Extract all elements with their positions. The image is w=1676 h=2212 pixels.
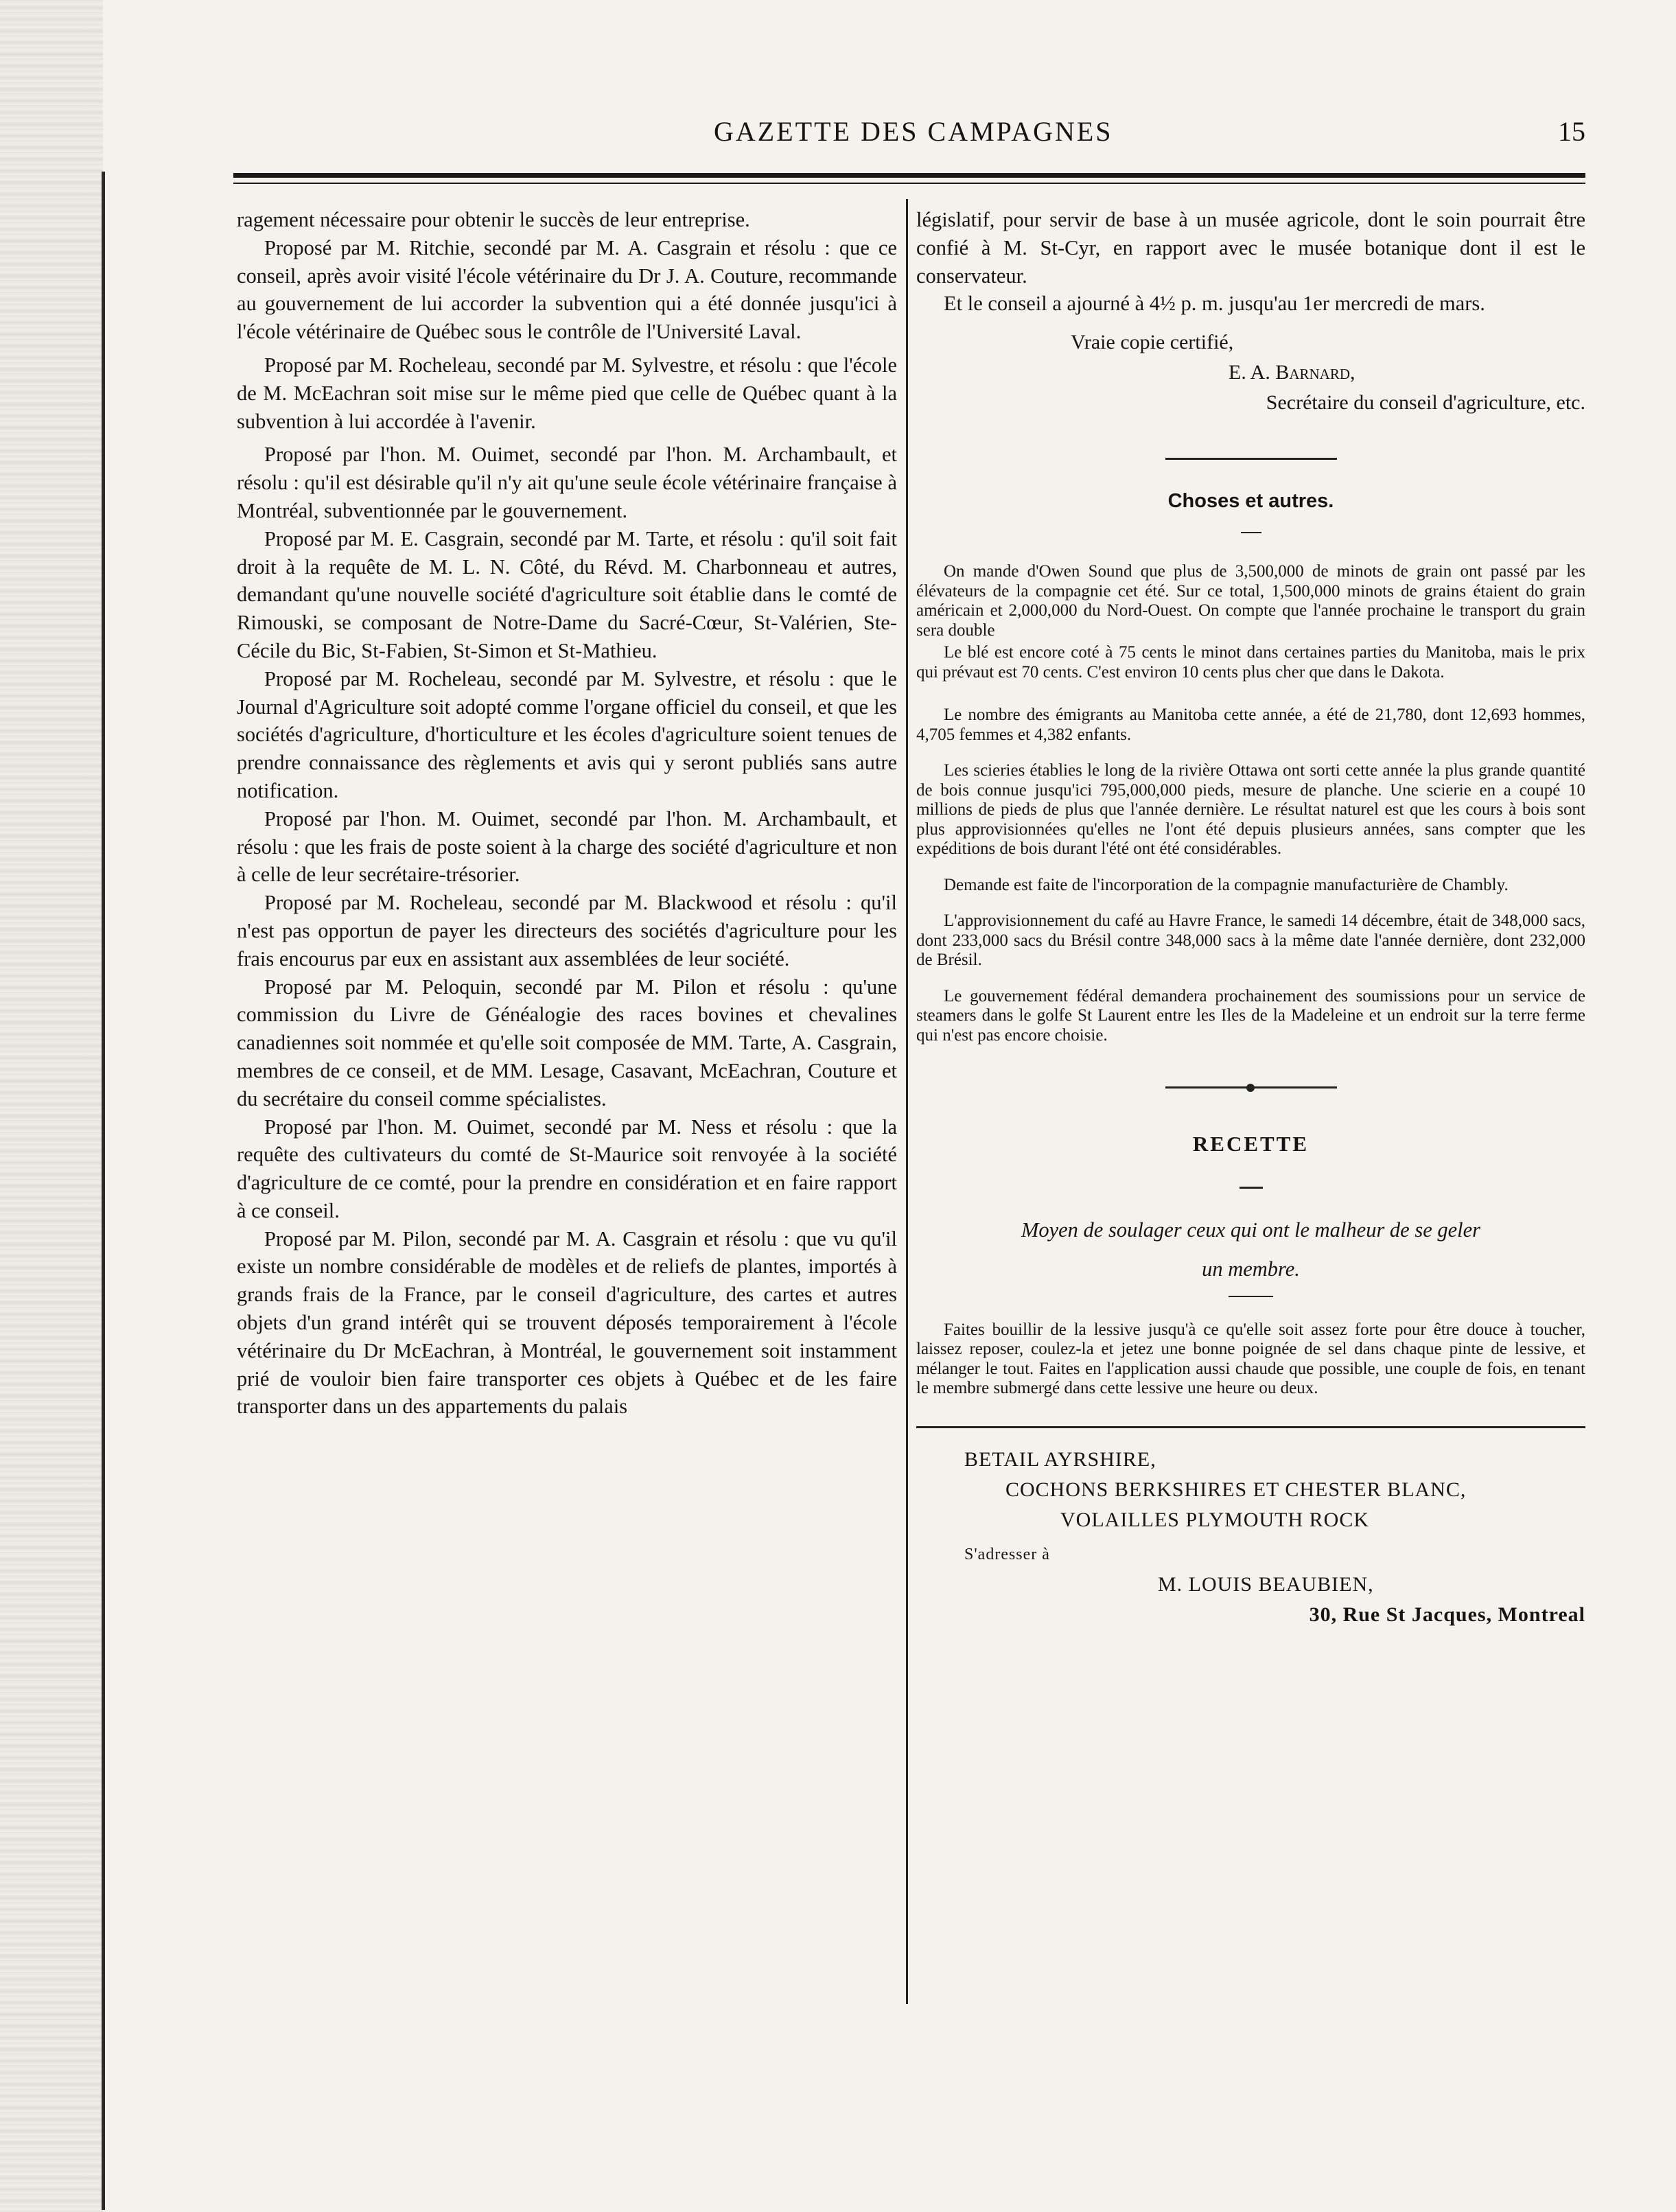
ornamental-rule — [1165, 1085, 1337, 1089]
news-item: Le nombre des émigrants au Manitoba cette année, a été de 21,780, dont 12,693 hommes, 4,705 femmes et 4,382 enfants. — [916, 706, 1585, 744]
ad-name: M. LOUIS BEAUBIEN, — [1158, 1572, 1374, 1596]
header-rule-thick — [233, 173, 1585, 178]
news-item: On mande d'Owen Sound que plus de 3,500,000 de minots de grain ont passé par les élévateurs de la compagnie cet été. Sur ce total, 1,500,000 minots de grains étaient do grain américain et 2,000,000 du Nord-Ouest. On compte que l'année prochaine le transport du grain sera double — [916, 562, 1585, 640]
paragraph: Proposé par M. Rocheleau, secondé par M. Sylvestre, et résolu : que l'école de M. McEachran soit mise sur le même pied que celle de Québec quant à la subvention à lui accordée à l'avenir. — [237, 353, 897, 433]
news-list — [916, 562, 1585, 1045]
paragraph: Proposé par M. E. Casgrain, secondé par M. Tarte, et résolu : qu'il soit fait droit à la requête de M. L. N. Côté, du Révd. M. Charbonneau et autres, demandant qu'une nouvelle société d'agriculture soit établie dans le comté de Rimouski, se composant de Notre-Dame du Sacré-Cœur, St-Valérien, Ste-Cécile du Bic, St-Fabien, St-Simon et St-Mathieu. — [237, 526, 897, 662]
paragraph: Proposé par l'hon. M. Ouimet, secondé par l'hon. M. Archambault, et résolu : que les frais de poste soient à la charge des société d'agriculture et non à celle de leur secrétaire-trésorier. — [237, 806, 897, 887]
recipe-heading: RECETTE — [1192, 1132, 1310, 1156]
ad-line: COCHONS BERKSHIRES ET CHESTER BLANC, — [1005, 1478, 1467, 1501]
advertisement — [916, 1445, 1585, 1630]
adjournment-text: Et le conseil a ajourné à 4½ p. m. jusqu'au 1er mercredi de mars. — [944, 292, 1485, 316]
right-column — [916, 206, 1585, 1630]
signatory-name: E. A. Barnard, — [1229, 361, 1355, 384]
left-column — [237, 206, 897, 1421]
ad-line: BETAIL AYRSHIRE, — [964, 1447, 1156, 1471]
binding-edge — [0, 0, 103, 2212]
news-item: Le blé est encore coté à 75 cents le minot dans certaines parties du Manitoba, mais le prix qui prévaut est 70 cents. C'est environ 10 cents plus cher que dans le Dakota. — [916, 643, 1585, 682]
recipe-subtitle: un membre. — [1202, 1257, 1300, 1281]
page-number: 15 — [1558, 116, 1585, 147]
ad-rule — [916, 1426, 1585, 1428]
paragraph: ragement nécessaire pour obtenir le succès de leur entreprise. — [237, 208, 750, 231]
paragraph: Proposé par l'hon. M. Ouimet, secondé par l'hon. M. Archambault, et résolu : qu'il est désirable qu'il n'y ait qu'une seule école vétérinaire française à Montréal, subventionnée par le gouvernement. — [237, 443, 897, 522]
ad-line: VOLAILLES PLYMOUTH ROCK — [1060, 1508, 1369, 1531]
paragraph: Proposé par M. Rocheleau, secondé par M. Sylvestre, et résolu : que le Journal d'Agriculture soit adopté comme l'organe officiel du conseil, et que les sociétés d'agriculture, d'horticulture et les écoles d'agriculture soient tenues de prendre connaissance des règlements et avis qui y seront publiés sans autre notification. — [237, 666, 897, 802]
certified-line: Vraie copie certifié, — [1071, 331, 1234, 354]
news-item: Les scieries établies le long de la rivière Ottawa ont sorti cette année la plus grande quantité de bois connue jusqu'ici 795,000,000 pieds, mesure de planche. Une scierie en a coupé 10 millions de pieds de plus que l'année dernière. Le résultat naturel est que les cours à bois sont plus approvisionnées qu'elles ne l'ont été depuis plusieurs années, sans compter que les expéditions de bois durant l'été ont été considérables. — [916, 761, 1585, 859]
header-rule-thin — [233, 183, 1585, 184]
short-dash — [1239, 1187, 1263, 1189]
recipe-body: Faites bouillir de la lessive jusqu'à ce qu'elle soit assez forte pour être douce à toucher, laissez reposer, coulez-la et jetez une bonne poignée de sel dans chaque pinte de lessive, et mélanger le tout. Faites en l'application aussi chaude que possible, une couple de fois, en tenant le membre submergé dans cette lessive une heure ou deux. — [916, 1320, 1585, 1398]
paragraph: Proposé par l'hon. M. Ouimet, secondé par M. Ness et résolu : que la requête des cultivateurs du comté de St-Maurice soit renvoyée à la société d'agriculture de ce comté, pour la prendre en considération et en faire rapport à ce conseil. — [237, 1115, 897, 1222]
ad-address: 30, Rue St Jacques, Montreal — [1309, 1603, 1585, 1626]
news-item: Le gouvernement fédéral demandera prochainement des soumissions pour un service de steamers dans le golfe St Laurent entre les Iles de la Madeleine et un endroit sur la terre ferme qui n'est pas encore choisie. — [916, 986, 1585, 1045]
paragraph: Proposé par M. Peloquin, secondé par M. Pilon et résolu : qu'une commission du Livre de Généalogie des races bovines et chevalines canadiennes soit nommée et qu'elle soit composée de MM. Tarte, A. Casgrain, membres de ce conseil, et de MM. Lesage, Casavant, McEachran, Couture et du secrétaire du conseil comme spécialistes. — [237, 975, 897, 1110]
column-divider — [906, 199, 908, 2004]
paragraph: Proposé par M. Ritchie, secondé par M. A. Casgrain et résolu : que ce conseil, après avoir visité l'école vétérinaire du Dr J. A. Couture, recommande au gouvernement de lui accorder la subvention qui a été donnée jusqu'ici à l'école vétérinaire de Québec sous le contrôle de l'Université Laval. — [237, 235, 897, 344]
news-item: L'approvisionnement du café au Havre France, le samedi 14 décembre, était de 348,000 sacs, dont 233,000 sacs du Brésil contre 348,000 sacs à la même date l'année dernière, dont 232,000 de Brésil. — [916, 911, 1585, 970]
news-item: Demande est faite de l'incorporation de la compagnie manufacturière de Chambly. — [944, 875, 1509, 894]
ad-address-prompt: S'adresser à — [964, 1545, 1050, 1563]
paragraph: Proposé par M. Rocheleau, secondé par M. Blackwood et résolu : qu'il n'est pas opportun de payer les directeurs des sociétés d'agriculture pour les frais encourus par eux en assistant aux assemblées de leur société. — [237, 891, 897, 970]
signatory-title: Secrétaire du conseil d'agriculture, etc. — [1266, 391, 1585, 415]
paragraph: Proposé par M. Pilon, secondé par M. A. Casgrain et résolu : que vu qu'il existe un nombre considérable de modèles et de reliefs de plantes, importés à grands frais de la France, par le conseil d'agriculture, des cartes et autres objets d'un grand intérêt qui se trouvent déposés temporairement à l'école vétérinaire du Dr McEachran, à Montréal, le gouvernement soit instamment prié de vouloir bien faire transporter ces objets à Québec et de les faire transporter dans un des appartements du palais — [237, 1226, 897, 1419]
binding-rule — [102, 172, 105, 2210]
section-rule — [1165, 458, 1337, 460]
page-header — [226, 115, 1585, 156]
short-rule — [1229, 1296, 1273, 1297]
signature-block — [916, 327, 1585, 418]
news-heading: Choses et autres. — [1167, 490, 1334, 513]
running-title: GAZETTE DES CAMPAGNES — [714, 116, 1113, 147]
continuation-text: législatif, pour servir de base à un musée agricole, dont le soin pourrait être confié à M. St-Cyr, en rapport avec le musée botanique dont il est le conservateur. — [916, 208, 1585, 288]
recipe-subtitle: Moyen de soulager ceux qui ont le malheur de se geler — [1021, 1218, 1481, 1242]
short-dash — [1241, 532, 1261, 533]
